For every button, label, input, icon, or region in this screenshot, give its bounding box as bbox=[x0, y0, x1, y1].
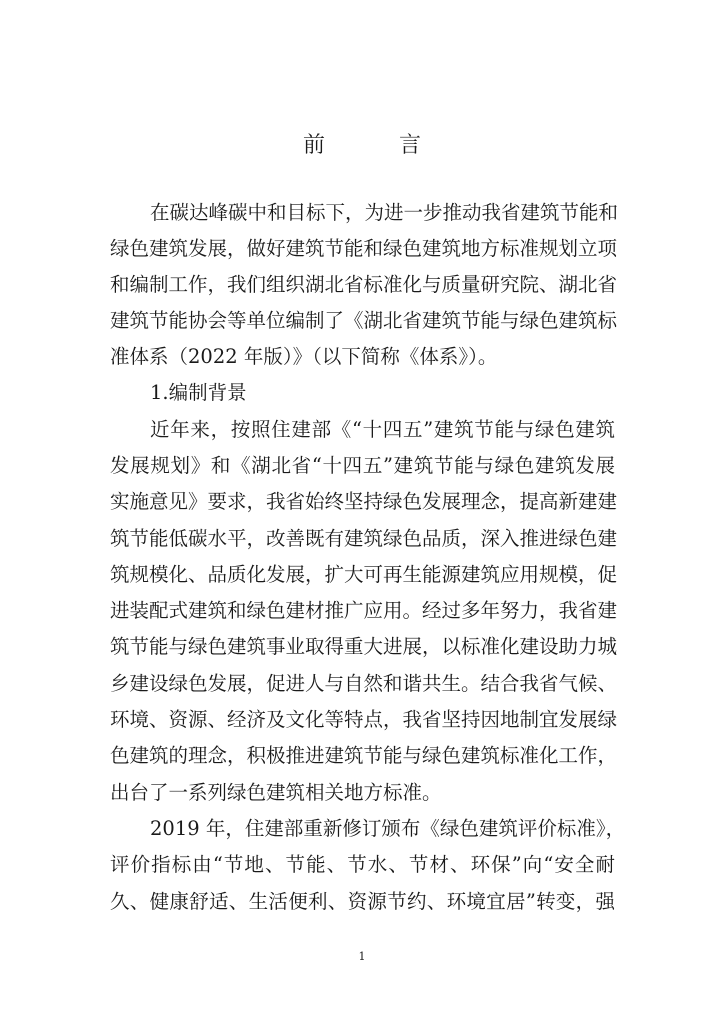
paragraph-line: 筑规模化、品质化发展，扩大可再生能源建筑应用规模，促 bbox=[110, 563, 618, 586]
paragraph-line: 筑节能与绿色建筑事业取得重大进展，以标准化建设助力城 bbox=[110, 635, 618, 658]
paragraph-line: 筑节能低碳水平，改善既有建筑绿色品质，深入推进绿色建 bbox=[110, 527, 618, 550]
paragraph-line: 发展规划》和《湖北省“十四五”建筑节能与绿色建筑发展 bbox=[110, 454, 615, 477]
paragraph-line: 和编制工作，我们组织湖北省标准化与质量研究院、湖北省 bbox=[110, 273, 618, 296]
paragraph-line: 久、健康舒适、生活便利、资源节约、环境宜居”转变，强 bbox=[110, 890, 615, 913]
section-heading: 1.编制背景 bbox=[150, 381, 247, 404]
paragraph-line: 在碳达峰碳中和目标下，为进一步推动我省建筑节能和 bbox=[150, 201, 619, 224]
paragraph-line: 评价指标由“节地、节能、节水、节材、环保”向“安全耐 bbox=[110, 853, 615, 876]
page-title: 前 言 bbox=[302, 133, 447, 158]
paragraph-line: 近年来，按照住建部《“十四五”建筑节能与绿色建筑 bbox=[150, 418, 615, 441]
paragraph-line: 色建筑的理念，积极推进建筑节能与绿色建筑标准化工作， bbox=[110, 744, 618, 767]
paragraph-line: 进装配式建筑和绿色建材推广应用。经过多年努力，我省建 bbox=[110, 599, 618, 622]
paragraph-line: 乡建设绿色发展，促进人与自然和谐共生。结合我省气候、 bbox=[110, 672, 618, 695]
paragraph-line: 绿色建筑发展，做好建筑节能和绿色建筑地方标准规划立项 bbox=[110, 237, 618, 260]
paragraph-line: 准体系（2022 年版）》（以下简称《体系》）。 bbox=[110, 345, 498, 368]
page-number: 1 bbox=[358, 950, 366, 963]
paragraph-line: 实施意见》要求，我省始终坚持绿色发展理念，提高新建建 bbox=[110, 490, 618, 513]
paragraph-line: 出台了一系列绿色建筑相关地方标准。 bbox=[110, 781, 442, 804]
paragraph-line: 建筑节能协会等单位编制了《湖北省建筑节能与绿色建筑标 bbox=[110, 309, 618, 332]
paragraph-line: 环境、资源、经济及文化等特点，我省坚持因地制宜发展绿 bbox=[110, 708, 618, 731]
paragraph-line: 2019 年，住建部重新修订颁布《绿色建筑评价标准》， bbox=[150, 817, 626, 840]
